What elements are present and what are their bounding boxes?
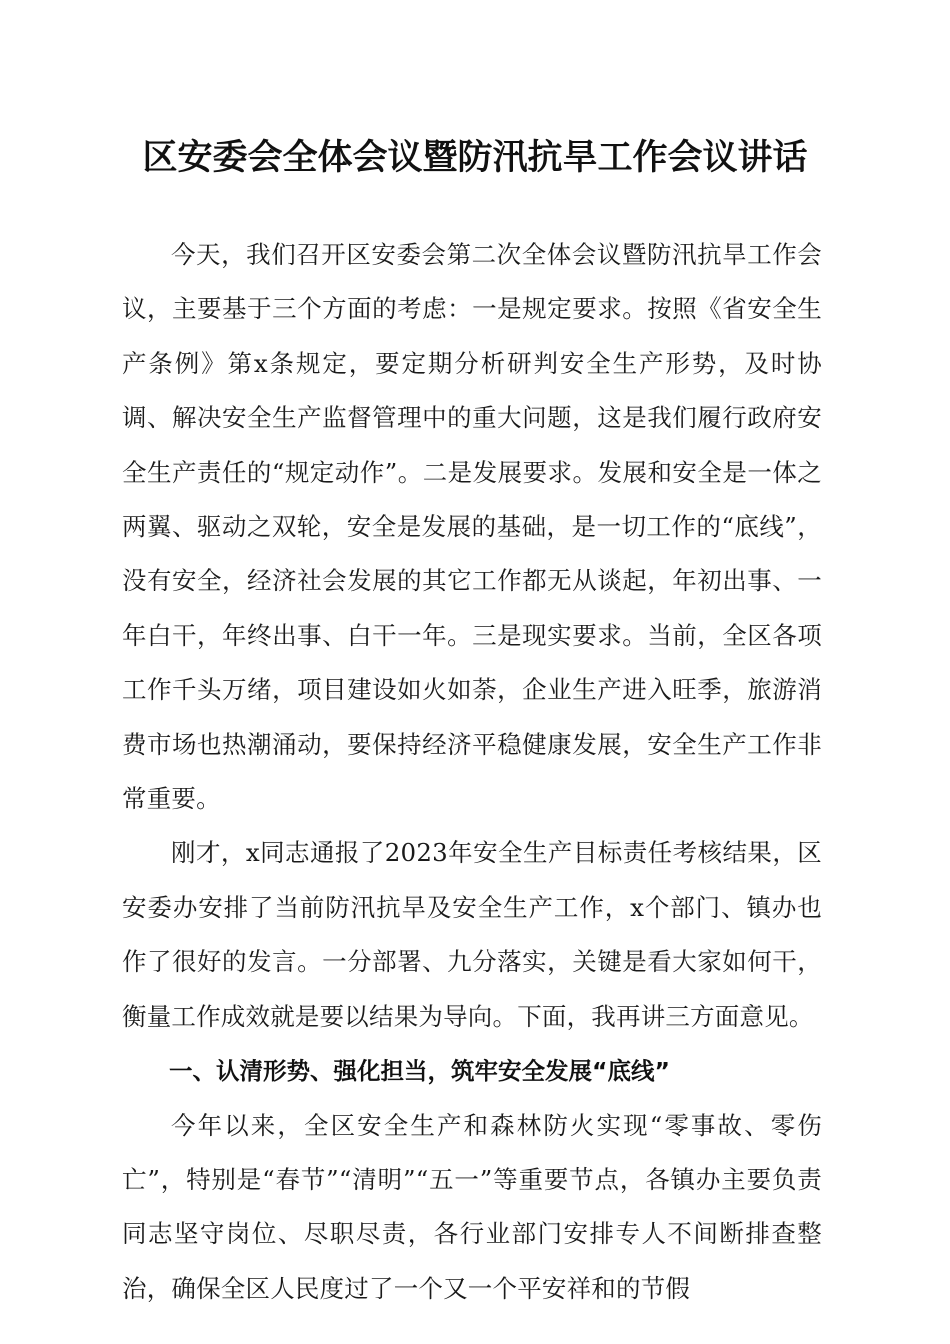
paragraph-summary: 刚才，x同志通报了2023年安全生产目标责任考核结果，区安委办安排了当前防汛抗旱及安全生产工作，x个部门、镇办也作了很好的发言。一分部署、九分落实，关键是看大家如何干，衡量工作成效就是要以结果为导向。下面，我再讲三方面意见。	[122, 838, 822, 1031]
paragraph-intro: 今天，我们召开区安委会第二次全体会议暨防汛抗旱工作会议，主要基于三个方面的考虑：一是规定要求。按照《省安全生产条例》第x条规定，要定期分析研判安全生产形势，及时协调、解决安全生产监督管理中的重大问题，这是我们履行政府安全生产责任的“规定动作”。二是发展要求。发展和安全是一体之两翼、驱动之双轮，安全是发展的基础，是一切工作的“底线”，没有安全，经济社会发展的其它工作都无从谈起，年初出事、一年白干，年终出事、白干一年。三是现实要求。当前，全区各项工作千头万绪，项目建设如火如荼，企业生产进入旺季，旅游消费市场也热潮涌动，要保持经济平稳健康发展，安全生产工作非常重要。	[122, 240, 822, 814]
paragraph-section-one: 今年以来，全区安全生产和森林防火实现“零事故、零伤亡”，特别是“春节”“清明”“五一”等重要节点，各镇办主要负责同志坚守岗位、尽职尽责，各行业部门安排专人不间断排查整治，确保全区人民度过了一个又一个平安祥和的节假	[122, 1110, 822, 1303]
document-body	[122, 228, 822, 1316]
section-heading: 一、认清形势、强化担当，筑牢安全发展“底线”	[169, 1057, 670, 1086]
document-title: 区安委会全体会议暨防汛抗旱工作会议讲话	[142, 137, 808, 178]
